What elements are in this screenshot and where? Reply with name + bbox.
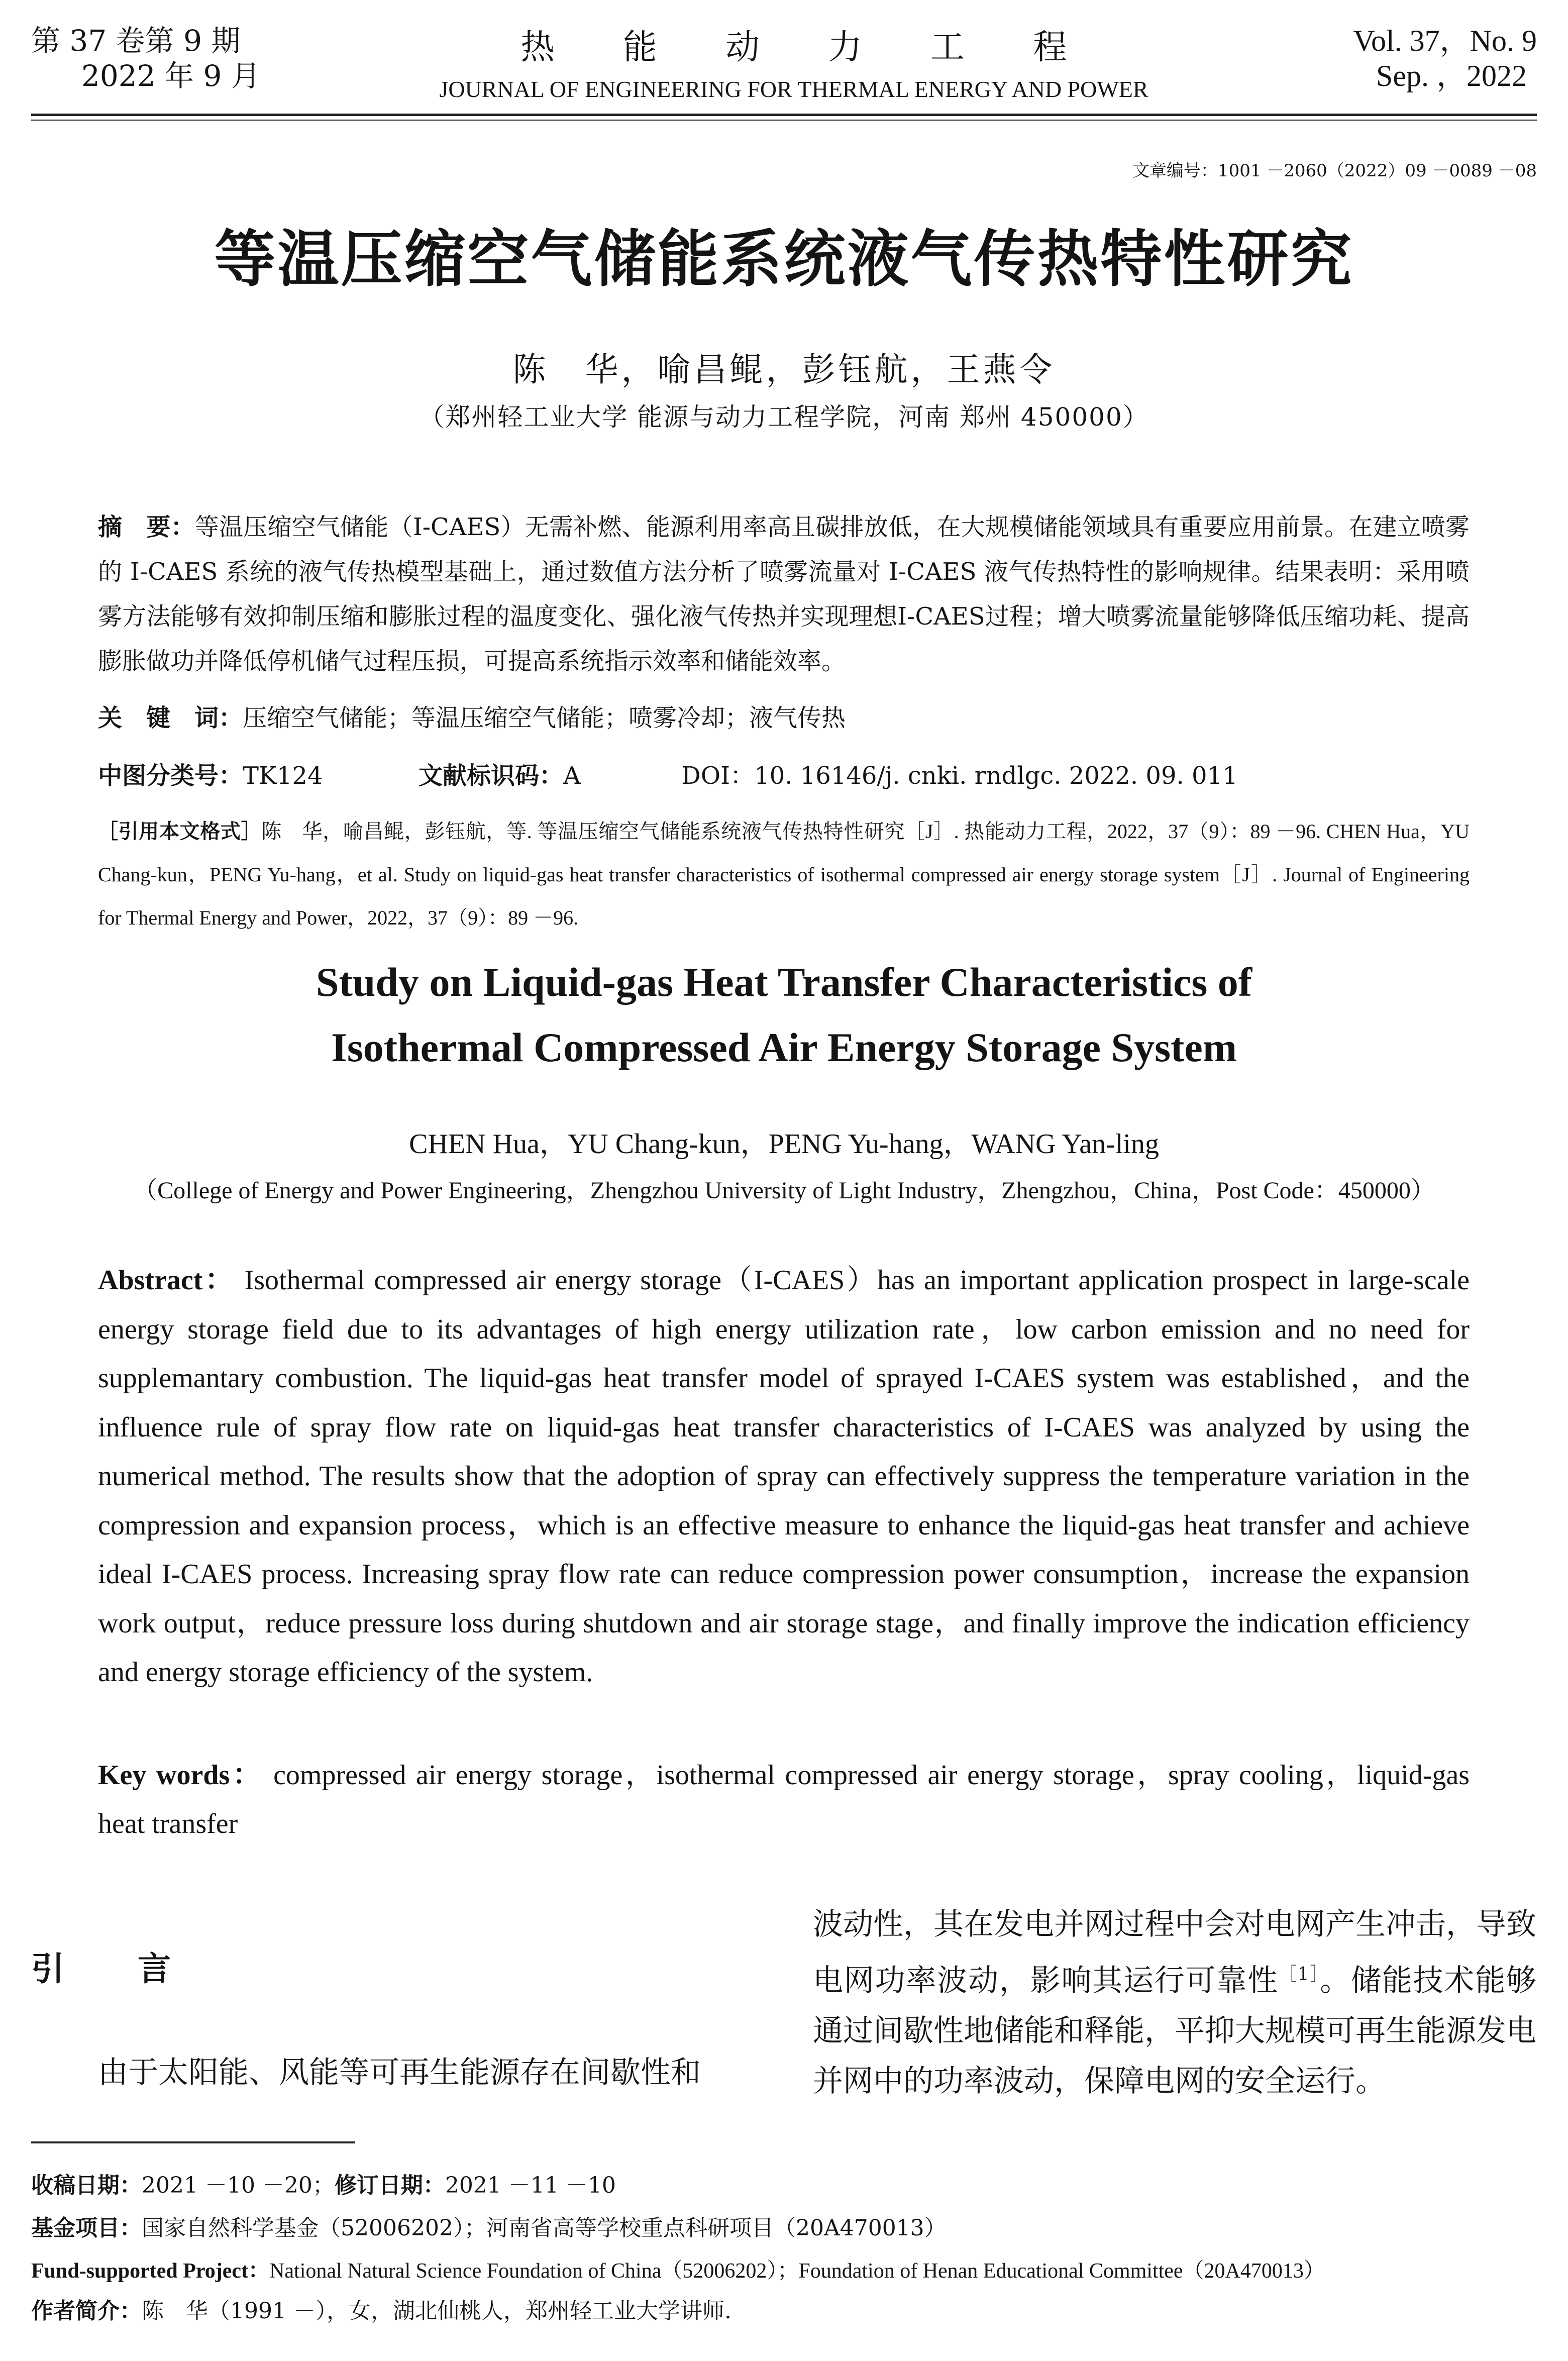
footnote-dates: [31, 2171, 616, 2201]
intro-heading: 引 言: [31, 1949, 191, 1988]
citation-text: 陈 华，喻昌鲲，彭钰航，等. 等温压缩空气储能系统液气传热特性研究［J］. 热能动力工程，2022，37（9）：89 －96. CHEN Hua，YU Chang-kun，PENG Yu-hang，et al. Study on liquid-gas heat transfer characteristics of isothermal compressed air energy storage system［J］. Journal of Engineering for Thermal Energy and Power，2022，37（9）：89 －96.: [98, 820, 1470, 929]
citation-label: ［引用本文格式］: [98, 820, 262, 843]
classification-line: [98, 756, 1238, 791]
doc-code-label: 文献标识码：: [419, 762, 564, 790]
footnote-rule: [31, 2141, 355, 2143]
citation-format: [98, 810, 1470, 940]
footnote-fund-cn: [31, 2213, 947, 2243]
received-label: 收稿日期：: [31, 2173, 142, 2198]
header-vol-en: [1353, 23, 1537, 93]
doc-code-value: A: [563, 762, 581, 790]
revised-date: 2021 －11 －10: [445, 2173, 616, 2198]
keywords-cn: [98, 696, 1470, 741]
paper-title-en-line2: Isothermal Compressed Air Energy Storage System: [331, 1024, 1237, 1070]
header-sep-year: Sep. ，2022: [1376, 59, 1527, 92]
journal-name: [382, 20, 1206, 102]
doi: DOI：10. 16146/j. cnki. rndlgc. 2022. 09. 011: [681, 762, 1238, 790]
clc-label: 中图分类号：: [98, 762, 243, 790]
header-vol-no: Vol. 37，No. 9: [1353, 24, 1537, 57]
intro-right-text-1: 波动性，其在发电并网过程中会对电网产生冲击，导致电网功率波动，影响其运行可靠性: [813, 1907, 1536, 1998]
reference-1[interactable]: ［1］: [1278, 1964, 1320, 1985]
abstract-en-label: Abstract：: [98, 1265, 236, 1296]
header-volume: 第 37 卷第 9 期: [31, 24, 241, 58]
abstract-en-text: Isothermal compressed air energy storage（I-CAES）has an important application prospect in large-scale energy storage field due to its advantages of high energy utilization rate，low carbon emission and no need for supplemantary combustion. The liquid-gas heat transfer model of sprayed I-CAES system was established，and the influence rule of spray flow rate on liquid-gas heat transfer characteristics of I-CAES was analyzed by using the numerical method. The results show that the adoption of spray can effectively suppress the temperature variation in the compression and expansion process，which is an effective measure to enhance the liquid-gas heat transfer and achieve ideal I-CAES process. Increasing spray flow rate can reduce compression power consumption，increase the expansion work output，reduce pressure loss during shutdown and air storage stage，and finally improve the indication efficiency and energy storage efficiency of the system.: [98, 1265, 1470, 1688]
abstract-cn: [98, 505, 1470, 684]
clc-value: TK124: [243, 762, 323, 790]
journal-name-en: JOURNAL OF ENGINEERING FOR THERMAL ENERGY AND POWER: [439, 76, 1148, 102]
affiliation-cn: （郑州轻工业大学 能源与动力工程学院，河南 郑州 450000）: [419, 402, 1149, 432]
author-intro: 陈 华（1991 －），女，湖北仙桃人，郑州轻工业大学讲师.: [142, 2298, 731, 2324]
keywords-en-label: Key words：: [98, 1760, 264, 1791]
author-intro-label: 作者简介：: [31, 2298, 142, 2324]
fund-label: 基金项目：: [31, 2215, 142, 2241]
header-rule-thin: [31, 120, 1537, 121]
journal-name-cn: 热 能 动 力 工 程: [520, 28, 1067, 67]
paper-title-en: [0, 950, 1568, 1080]
fund-en: National Natural Science Foundation of China（52006202）；Foundation of Henan Educational Committee（20A470013）: [269, 2260, 1325, 2283]
intro-left-column: 由于太阳能、风能等可再生能源存在间歇性和: [98, 2055, 701, 2090]
fund-en-label: Fund-supported Project：: [31, 2260, 270, 2283]
header-date: 2022 年 9 月: [81, 59, 260, 93]
revised-label: 修订日期：: [334, 2173, 445, 2198]
intro-right-text-2: 。储能技术能够通过间歇性地储能和释能，平抑大规模可再生能源发电并网中的功率波动，保障电网的安全运行。: [813, 1963, 1537, 2099]
footnote-author: [31, 2296, 731, 2326]
abstract-cn-label: 摘 要：: [98, 513, 195, 541]
authors-cn: 陈 华，喻昌鲲，彭钰航，王燕令: [512, 350, 1056, 389]
received-date: 2021 －10 －20；: [142, 2173, 335, 2198]
keywords-en: [98, 1751, 1470, 1849]
abstract-en: [98, 1256, 1470, 1697]
fund-cn: 国家自然科学基金（52006202）；河南省高等学校重点科研项目（20A470013）: [142, 2215, 947, 2241]
header-rule-thick: [31, 114, 1537, 116]
keywords-cn-label: 关 键 词：: [98, 704, 243, 732]
keywords-cn-text: 压缩空气储能；等温压缩空气储能；喷雾冷却；液气传热: [243, 704, 846, 732]
paper-title-cn: 等温压缩空气储能系统液气传热特性研究: [214, 223, 1354, 295]
abstract-cn-text: 等温压缩空气储能（I-CAES）无需补燃、能源利用率高且碳排放低，在大规模储能领域具有重要应用前景。在建立喷雾的 I-CAES 系统的液气传热模型基础上，通过数值方法分析了喷雾流量对 I-CAES 液气传热特性的影响规律。结果表明：采用喷雾方法能够有效抑制压缩和膨胀过程的温度变化、强化液气传热并实现理想I-CAES过程；增大喷雾流量能够降低压缩功耗、提高膨胀做功并降低停机储气过程压损，可提高系统指示效率和储能效率。: [98, 513, 1470, 675]
paper-title-en-line1: Study on Liquid-gas Heat Transfer Characteristics of: [316, 959, 1252, 1005]
article-number: 文章编号：1001 －2060（2022）09 －0089 －08: [1132, 161, 1537, 181]
affiliation-en: （College of Energy and Power Engineering，Zhengzhou University of Light Industry，Zhengzhou，China，Post Code：450000）: [133, 1177, 1435, 1204]
footnote-fund-en: [31, 2256, 1325, 2286]
header-volume-issue: [31, 23, 260, 93]
keywords-en-text: compressed air energy storage，isothermal compressed air energy storage，spray cooling，liquid-gas heat transfer: [98, 1760, 1470, 1839]
intro-right-column: [813, 1899, 1536, 2106]
authors-en: CHEN Hua，YU Chang-kun，PENG Yu-hang，WANG Yan-ling: [409, 1128, 1159, 1160]
